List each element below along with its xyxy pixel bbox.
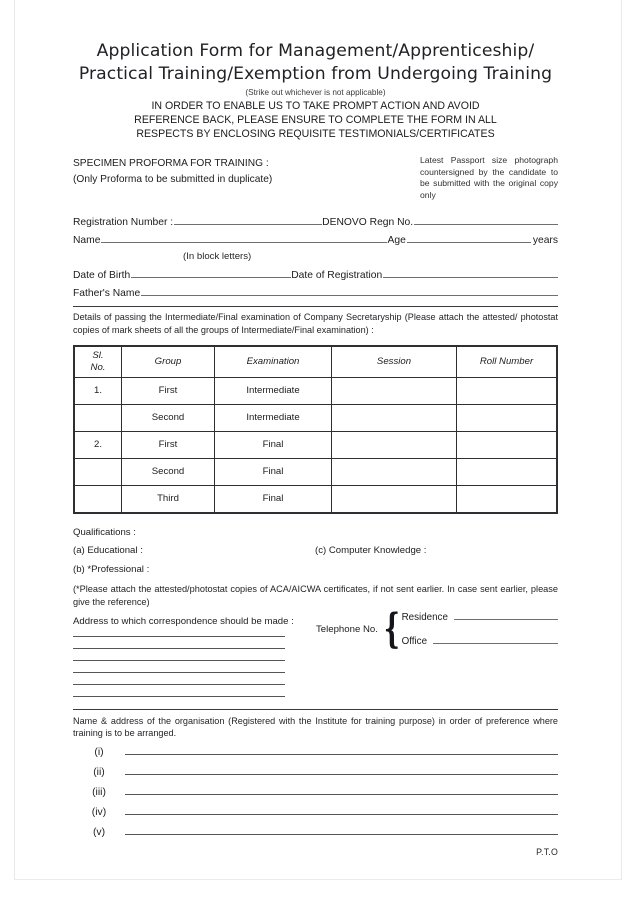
form-title-line-1: Application Form for Management/Apprenticeship/ <box>96 41 535 61</box>
telephone-office-label: Office <box>401 636 428 648</box>
cell-roll-number[interactable] <box>457 431 558 458</box>
column-header-examination: Examination <box>215 346 332 378</box>
list-item <box>73 747 558 758</box>
telephone-residence-row <box>402 612 558 623</box>
instruction-block <box>73 99 558 141</box>
list-item <box>73 827 558 838</box>
instruction-line-2: REFERENCE BACK, PLEASE ENSURE TO COMPLETE THE FORM IN ALL <box>134 114 497 126</box>
form-content <box>73 40 558 857</box>
address-line-input[interactable] <box>73 672 285 673</box>
examination-table <box>73 345 558 514</box>
cell-group: First <box>122 377 215 404</box>
organisation-item-number: (iv) <box>91 806 107 818</box>
dob-registration-row <box>73 270 558 281</box>
address-label: Address to which correspondence should be made : <box>73 615 294 627</box>
denovo-regn-input[interactable] <box>414 224 558 225</box>
cell-examination: Final <box>215 431 332 458</box>
table-row <box>74 485 557 513</box>
cell-session[interactable] <box>332 485 457 513</box>
cell-session[interactable] <box>332 404 457 431</box>
column-header-session: Session <box>332 346 457 378</box>
column-header-group: Group <box>122 346 215 378</box>
organisation-item-input[interactable] <box>125 754 558 755</box>
address-lines <box>73 636 285 697</box>
cell-examination: Intermediate <box>215 377 332 404</box>
telephone-block <box>316 604 558 652</box>
fathers-name-input[interactable] <box>141 295 558 296</box>
list-item <box>73 807 558 818</box>
qualification-professional-label: (b) *Professional : <box>73 563 150 575</box>
cell-session[interactable] <box>332 431 457 458</box>
qualification-educational-label: (a) Educational : <box>73 544 143 556</box>
form-page <box>14 0 622 880</box>
telephone-entries <box>402 612 558 647</box>
name-age-row <box>73 235 558 246</box>
years-label: years <box>532 235 558 247</box>
address-line-input[interactable] <box>73 660 285 661</box>
cell-session[interactable] <box>332 458 457 485</box>
table-row <box>74 404 557 431</box>
table-header-row <box>74 346 557 378</box>
column-header-sl-line-1: Sl. <box>92 350 104 362</box>
strike-out-note: (Strike out whichever is not applicable) <box>245 88 386 97</box>
instruction-line-3: RESPECTS BY ENCLOSING REQUISITE TESTIMONIALS/CERTIFICATES <box>136 128 495 140</box>
organisation-item-number: (i) <box>94 746 104 758</box>
specimen-subheading: (Only Proforma to be submitted in duplicate) <box>73 173 273 185</box>
address-line-input[interactable] <box>73 648 285 649</box>
organisation-item-input[interactable] <box>125 774 558 775</box>
date-of-birth-input[interactable] <box>131 277 291 278</box>
address-telephone-zone <box>73 604 558 697</box>
registration-number-row <box>73 217 558 228</box>
organisation-item-input[interactable] <box>125 834 558 835</box>
exam-details-intro: Details of passing the Intermediate/Final examination of Company Secretaryship (Please attach the attested/ photostat copies of mark sheets of all the groups of Intermediate/Final examination) : <box>73 312 558 335</box>
cell-examination: Final <box>215 458 332 485</box>
block-letters-note: (In block letters) <box>183 251 252 263</box>
qualifications-row-a-c <box>73 545 558 556</box>
page-turn-over-label: P.T.O <box>536 846 558 857</box>
cell-group: First <box>122 431 215 458</box>
column-header-sl-no <box>74 346 122 378</box>
cell-roll-number[interactable] <box>457 458 558 485</box>
cell-sl-no <box>74 458 122 485</box>
registration-number-label: Registration Number : <box>73 217 174 229</box>
cell-roll-number[interactable] <box>457 377 558 404</box>
qualifications-row-b <box>73 564 558 575</box>
specimen-heading: SPECIMEN PROFORMA FOR TRAINING : <box>73 158 269 169</box>
cell-sl-no <box>74 485 122 513</box>
denovo-regn-label: DENOVO Regn No. <box>322 217 414 229</box>
table-row <box>74 377 557 404</box>
qualifications-footnote: (*Please attach the attested/photostat copies of ACA/AICWA certificates, if not sent earlier. In case sent earlier, please give the reference) <box>73 583 558 607</box>
telephone-label: Telephone No. <box>316 624 378 636</box>
cell-group: Second <box>122 404 215 431</box>
specimen-proforma-block <box>73 155 272 187</box>
address-line-input[interactable] <box>73 636 285 637</box>
age-label: Age <box>387 235 406 247</box>
telephone-residence-input[interactable] <box>454 619 558 620</box>
list-item <box>73 767 558 778</box>
passport-photo-note: Latest Passport size photograph countersigned by the candidate to be submitted with the original copy only <box>420 155 558 200</box>
fathers-name-row <box>73 288 558 299</box>
cell-sl-no: 1. <box>74 377 122 404</box>
cell-sl-no: 2. <box>74 431 122 458</box>
organisation-item-number: (iii) <box>92 786 106 798</box>
telephone-residence-label: Residence <box>401 612 448 624</box>
organisation-item-input[interactable] <box>125 794 558 795</box>
organisation-instruction: Name & address of the organisation (Registered with the Institute for training purpose) in order of preference where training is to be arranged. <box>73 715 558 739</box>
column-header-sl-line-2: No. <box>90 361 106 373</box>
cell-sl-no <box>74 404 122 431</box>
table-row <box>74 431 557 458</box>
qualifications-heading: Qualifications : <box>73 526 136 538</box>
name-input[interactable] <box>101 242 387 243</box>
table-row <box>74 458 557 485</box>
cell-roll-number[interactable] <box>457 485 558 513</box>
telephone-office-row <box>402 636 558 647</box>
cell-examination: Final <box>215 485 332 513</box>
cell-group: Third <box>122 485 215 513</box>
date-of-birth-label: Date of Birth <box>73 270 131 282</box>
date-of-registration-input[interactable] <box>383 277 558 278</box>
organisation-item-number: (v) <box>92 826 106 838</box>
instruction-line-1: IN ORDER TO ENABLE US TO TAKE PROMPT ACTION AND AVOID <box>151 100 480 112</box>
cell-session[interactable] <box>332 377 457 404</box>
name-label: Name <box>73 235 101 247</box>
age-input[interactable] <box>407 242 531 243</box>
date-of-registration-label: Date of Registration <box>291 270 383 282</box>
specimen-photo-row <box>73 155 558 201</box>
section-divider-organisation <box>73 709 558 710</box>
organisation-item-input[interactable] <box>125 814 558 815</box>
cell-examination: Intermediate <box>215 404 332 431</box>
column-header-roll-number: Roll Number <box>457 346 558 378</box>
curly-brace-icon: { <box>383 604 400 652</box>
registration-number-input[interactable] <box>174 224 322 225</box>
address-line-input[interactable] <box>73 696 285 697</box>
cell-group: Second <box>122 458 215 485</box>
organisation-item-number: (ii) <box>93 766 105 778</box>
qualification-computer-knowledge-label: (c) Computer Knowledge : <box>315 544 427 556</box>
section-divider-exam <box>73 306 558 307</box>
address-line-input[interactable] <box>73 684 285 685</box>
telephone-office-input[interactable] <box>433 643 558 644</box>
fathers-name-label: Father's Name <box>73 288 141 300</box>
list-item <box>73 787 558 798</box>
form-title <box>73 40 558 86</box>
cell-roll-number[interactable] <box>457 404 558 431</box>
form-title-line-2: Practical Training/Exemption from Undergoing Training <box>78 64 553 84</box>
